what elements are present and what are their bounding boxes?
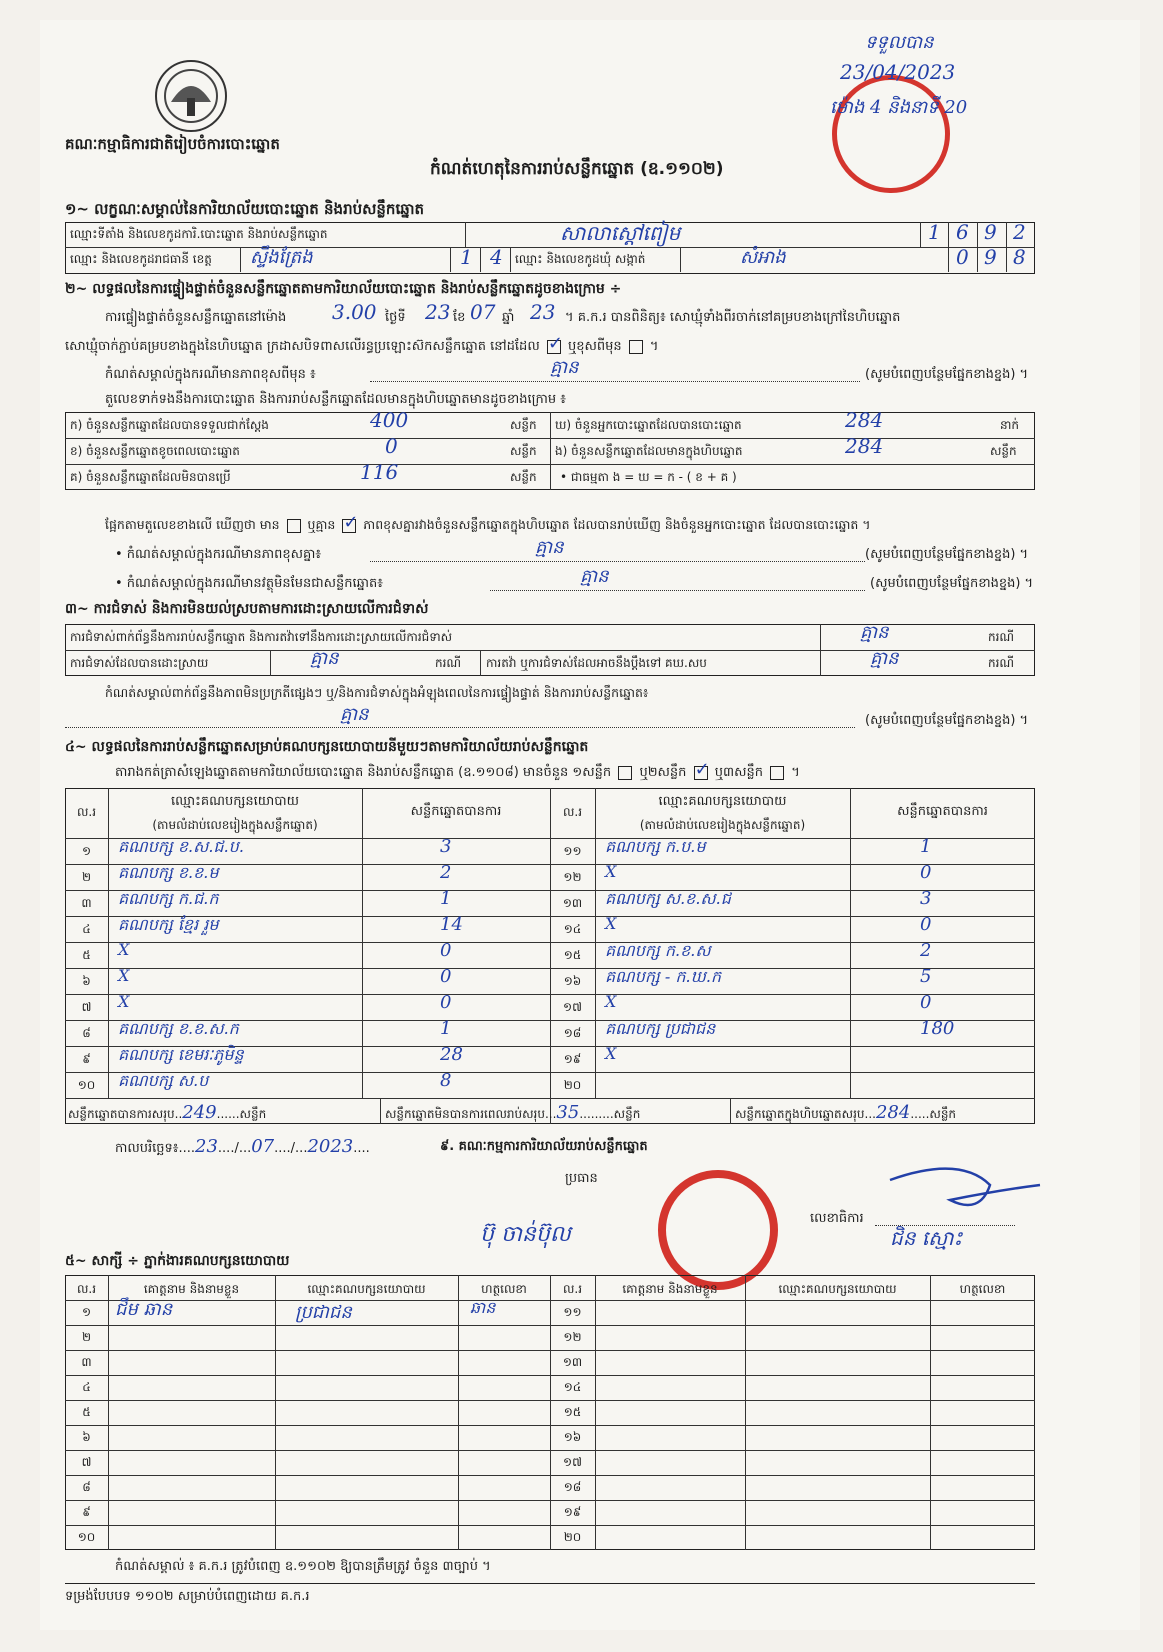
no-diff-checkbox[interactable] [342, 519, 356, 533]
bullet2-label: • កំណត់សម្គាល់ក្នុងករណីមានវត្ថុមិនមែនជាសន្លឹកឆ្នោត៖ [115, 576, 383, 591]
witness-row-no: ១៤ [563, 1380, 582, 1394]
verify-year: 23 [530, 300, 556, 324]
formula: • ជាធម្មតា ង = ឃ = ក - ( ខ + គ ) [560, 470, 737, 484]
objection-row2-value2: គ្មាន [870, 648, 899, 669]
bullet1-value: គ្មាន [535, 537, 564, 558]
verify-text-e: ។ គ.ក.រ បានពិនិត្យ៖ សោឃ្មុំទាំងពីរចាក់នៅគម្របខាងក្រៅនៃហិបឆ្នោត [565, 310, 901, 325]
result-row-party: គណបក្ស ខ.ស.ជ.ប. [118, 837, 244, 856]
result-row-votes: 0 [440, 940, 452, 961]
nec-emblem-icon [155, 60, 227, 132]
commune-label: ឈ្មោះ និងលេខកូដឃុំ សង្កាត់ [515, 252, 646, 266]
total-valid-line: សន្លឹកឆ្នោតបានការសរុប..249......សន្លឹក [68, 1102, 267, 1123]
verify-para2: សោឃ្មុំចាក់ភ្ជាប់គម្របខាងក្នុងនៃហិបឆ្នោត ក្រដាសបិទពាសលើរន្ធប្រឡោះស៊កសន្លឹកឆ្នោត នៅដដែល [65, 339, 540, 354]
result-row-votes: 2 [440, 862, 452, 883]
diff-text-a: ផ្អែកតាមតួលេខខាងលើ ឃើញថា មាន [105, 517, 280, 532]
bullet1-label: • កំណត់សម្គាល់ក្នុងករណីមានភាពខុសគ្នា៖ [115, 547, 322, 562]
commune-code-3: 8 [1013, 245, 1026, 269]
witness-row-no: ១០ [77, 1530, 96, 1544]
fill-more-2: (សូមបំពេញបន្ថែមផ្នែកខាងខ្នង) ។ [865, 547, 1029, 562]
kha-label: ខ) ចំនួនសន្លឹកឆ្នោតខូចពេលបោះឆ្នោត [70, 444, 240, 458]
witness-row-no: ១៨ [563, 1480, 582, 1494]
result-row-no: ១១ [563, 844, 582, 858]
result-row-party: X [118, 966, 130, 985]
section5-heading: ៥~ សាក្សី ÷ ភ្នាក់ងារគណបក្សនយោបាយ [65, 1253, 290, 1269]
total-invalid-unit: សន្លឹក [613, 1107, 641, 1121]
result-row-votes: 0 [440, 966, 452, 987]
received-date: 23/04/2023 [840, 60, 956, 84]
witness-row-no: ៥ [82, 1405, 91, 1419]
or-not-label: ឬខុសពីមុន [567, 339, 622, 354]
result-row-votes: 1 [440, 888, 452, 909]
result-row-no: ១ [81, 844, 92, 858]
witness-row-no: ១៦ [563, 1430, 582, 1444]
result-row-party: X [118, 992, 130, 1011]
committee-seal-icon [658, 1170, 778, 1290]
result-row-votes: 28 [440, 1044, 463, 1065]
location-code-4: 2 [1013, 220, 1026, 244]
result-row-party: គណបក្ស ក.ប.ម [605, 837, 706, 856]
verify-text-2: សោឃ្មុំចាក់ភ្ជាប់គម្របខាងក្នុងនៃហិបឆ្នោត ក្រដាសបិទពាសលើរន្ធប្រឡោះស៊កសន្លឹកឆ្នោត នៅដដែល ✓ ឬខុសពីមុន ។ [65, 338, 658, 356]
total-invalid-value: 35 [556, 1102, 580, 1123]
witness1-name: ជឹម ឆាន [115, 1299, 173, 1320]
witness-row-no: ១ [81, 1305, 92, 1319]
kho-unit: នាក់ [1000, 418, 1020, 432]
result-row-votes: 8 [440, 1070, 452, 1091]
result-row-votes: 0 [920, 992, 932, 1013]
ko-unit: សន្លឹក [510, 470, 537, 484]
col-no-right: ល.រ [562, 805, 583, 819]
result-row-votes: 5 [920, 966, 932, 987]
date-year: 2023 [307, 1136, 354, 1157]
witness-row-no: ១៩ [563, 1505, 582, 1519]
result-row-votes: 0 [920, 862, 932, 883]
section2-heading: ២~ លទ្ធផលនៃការផ្ទៀងផ្ទាត់ចំនួនសន្លឹកឆ្នោតតាមការិយាល័យបោះឆ្នោត និងរាប់សន្លឹកឆ្នោតដូចខាងក្រោម ÷ [65, 281, 622, 297]
fill-more-1: (សូមបំពេញបន្ថែមផ្នែកខាងខ្នង) ។ [865, 367, 1029, 382]
result-row-no: ២០ [563, 1078, 582, 1092]
w-col-no-left: ល.រ [76, 1282, 97, 1296]
total-box-unit: សន្លឹក [929, 1107, 957, 1121]
result-row-party: X [605, 914, 617, 933]
w-col-name-left: គោត្តនាម និងនាមខ្លួន [143, 1282, 240, 1296]
section1-heading: ១~ លក្ខណៈសម្គាល់នៃការិយាល័យបោះឆ្នោត និងរាប់សន្លឹកឆ្នោត [65, 200, 425, 218]
date-day: 23 [195, 1136, 218, 1157]
has-diff-checkbox[interactable] [287, 519, 301, 533]
ka-unit: សន្លឹក [510, 418, 537, 432]
total-valid-label: សន្លឹកឆ្នោតបានការសរុប [68, 1107, 175, 1121]
received-label: ទទួលបាន [865, 32, 934, 53]
col-votes-right: សន្លឹកឆ្នោតបានការ [897, 804, 988, 819]
result-row-party: X [605, 1044, 617, 1063]
bullet2-value: គ្មាន [580, 566, 609, 587]
result-row-party: គណបក្ស ក.ជ.ក [118, 889, 219, 908]
witness-row-no: ១១ [563, 1305, 582, 1319]
witness-row-no: ១៥ [563, 1405, 582, 1419]
total-valid-unit: សន្លឹក [239, 1107, 267, 1121]
change-note-value: គ្មាន [550, 357, 579, 378]
figures-sub-label: តួលេខទាក់ទងនឹងការបោះឆ្នោត និងការរាប់សន្លឹកឆ្នោតដែលមានក្នុងហិបឆ្នោតមានដូចខាងក្រោម ៖ [105, 392, 566, 407]
result-row-party: X [605, 992, 617, 1011]
received-time: ម៉ោង 4 និងនាទី 20 [830, 97, 968, 118]
committee-name: គណៈកម្មាធិការជាតិរៀបចំការបោះឆ្នោត [65, 135, 280, 153]
col-party-left-1: ឈ្មោះគណបក្សនយោបាយ [171, 794, 299, 809]
ng-unit: សន្លឹក [990, 444, 1017, 458]
form-title: កំណត់ហេតុនៃការរាប់សន្លឹកឆ្នោត (ឧ.១១០២) [430, 159, 724, 179]
result-row-no: ៨ [82, 1026, 91, 1040]
result-row-votes: 3 [440, 836, 452, 857]
result-row-no: ៤ [82, 922, 91, 936]
change-note-label: កំណត់សម្គាល់ក្នុងករណីមានភាពខុសពីមុន ៖ [105, 367, 316, 382]
objection-note-label: កំណត់សម្គាល់ពាក់ព័ន្ធនឹងភាពមិនប្រក្រតីផ្សេងៗ ឬ/និងការជំទាស់ក្នុងអំឡុងពេលនៃការផ្ទៀងផ្ទាត់ និងការរាប់សន្លឹកឆ្នោត៖ [105, 685, 649, 700]
received-seal-icon [832, 75, 950, 193]
result-row-party: គណបក្ស ខ្មែរ រួម [118, 915, 219, 934]
total-box-value: 284 [875, 1102, 911, 1123]
fill-more-4: (សូមបំពេញបន្ថែមផ្នែកខាងខ្នង) ។ [865, 713, 1029, 728]
sheets-intro: តារាងកត់ត្រាសំឡេងឆ្នោតតាមការិយាល័យបោះឆ្នោត និងរាប់សន្លឹកឆ្នោត (ឧ.១១០៨) មានចំនួន ១សន្លឹក [115, 765, 612, 780]
result-row-no: ៧ [81, 1000, 92, 1014]
sheets-line: តារាងកត់ត្រាសំឡេងឆ្នោតតាមការិយាល័យបោះឆ្នោត និងរាប់សន្លឹកឆ្នោត (ឧ.១១០៨) មានចំនួន ១សន្លឹក ឬ២សន្លឹក ✓ ឬ៣សន្លឹក ។ [115, 764, 800, 782]
result-row-party: គណបក្ស ខ.ខ.ស.ក [118, 1019, 239, 1038]
chair-label: ប្រធាន [565, 1171, 598, 1186]
objection-row2-case2: ករណី [988, 656, 1015, 670]
date-line: កាលបរិច្ឆេទ៖....23..../...07..../...2023.... [115, 1136, 370, 1157]
witness1-sign: ឆាន [470, 1298, 496, 1317]
total-invalid-line: សន្លឹកឆ្នោតមិនបានការពេលរាប់សរុប...35.........សន្លឹក [385, 1102, 641, 1123]
objection-row1-case: ករណី [988, 630, 1015, 644]
location-value: សាលាស្ដៅពៀម [560, 221, 681, 245]
total-box-label: សន្លឹកឆ្នោតក្នុងហិបឆ្នោតសរុប [735, 1107, 865, 1121]
diff-text-b: ឬគ្មាន [307, 517, 336, 532]
date-label: កាលបរិច្ឆេទ៖ [115, 1141, 179, 1156]
witness1-party: ប្រជាជន [295, 1302, 352, 1323]
witness-row-no: ១២ [563, 1330, 582, 1344]
result-row-party: គណបក្ស ខ.ខ.ម [118, 863, 219, 882]
diff-line [105, 516, 871, 534]
sheets-opt3: ឬ៣សន្លឹក [714, 765, 763, 780]
w-col-name-right: គោត្តនាម និងនាមខ្លួន [622, 1282, 718, 1296]
result-row-party: គណបក្ស ខេមរៈភូមិន្ទ [118, 1045, 244, 1064]
objection-row2-case: ករណី [435, 656, 462, 670]
col-no-left: ល.រ [76, 805, 97, 819]
witness-row-no: ៤ [82, 1380, 91, 1394]
section4-heading: ៤~ លទ្ធផលនៃការរាប់សន្លឹកឆ្នោតសម្រាប់គណបក្សនយោបាយនីមួយៗតាមការិយាល័យរាប់សន្លឹកឆ្នោត [65, 739, 589, 755]
col-party-right-1: ឈ្មោះគណបក្សនយោបាយ [658, 794, 787, 809]
ka-value: 400 [370, 408, 409, 432]
total-box-line: សន្លឹកឆ្នោតក្នុងហិបឆ្នោតសរុប...284.....សន្លឹក [735, 1102, 957, 1123]
province-value: ស្ទឹងត្រែង [250, 247, 313, 268]
witness-row-no: ២០ [563, 1530, 582, 1544]
province-code-1: 1 [460, 245, 473, 269]
location-code-2: 6 [956, 220, 969, 244]
form-page [40, 20, 1140, 1630]
result-row-votes: 1 [920, 836, 932, 857]
secretary-label: លេខាធិការ [810, 1211, 864, 1226]
kho-value: 284 [845, 408, 884, 432]
sheets-opt2: ឬ២សន្លឹក [639, 765, 687, 780]
result-row-party: X [605, 862, 617, 881]
objection-note-value: គ្មាន [340, 704, 369, 725]
location-code-3: 9 [984, 220, 997, 244]
witness-row-no: ៩ [82, 1505, 91, 1519]
objection-row2-value: គ្មាន [310, 648, 339, 669]
col-party-right-2: (តាមលំដាប់លេខរៀងក្នុងសន្លឹកឆ្នោត) [639, 818, 806, 832]
verify-time: 3.00 [332, 300, 377, 324]
result-row-no: ១៧ [563, 1000, 582, 1014]
ko-value: 116 [360, 460, 399, 484]
witness-row-no: ៧ [81, 1455, 92, 1469]
result-row-no: ១៨ [563, 1026, 582, 1040]
ka-label: ក) ចំនួនសន្លឹកឆ្នោតដែលបានទទួលជាក់ស្ដែង [70, 418, 269, 432]
result-row-no: ១២ [563, 870, 582, 884]
verify-text-d: ឆ្នាំ [502, 310, 515, 325]
three-sheets-checkbox[interactable] [770, 766, 784, 780]
result-row-no: ១៤ [563, 922, 582, 936]
diff-text-c: ភាពខុសគ្នារវាងចំនួនសន្លឹកឆ្នោតក្នុងហិបឆ្នោត ដែលបានរាប់ឃើញ និងចំនួនអ្នកបោះឆ្នោត ដែលបានបោះឆ្នោត ។ [363, 517, 871, 532]
result-row-no: ១៥ [563, 948, 582, 962]
result-row-votes: 180 [920, 1018, 955, 1039]
ko-label: គ) ចំនួនសន្លឹកឆ្នោតដែលមិនបានប្រើ [70, 470, 231, 484]
location-code-1: 1 [928, 220, 941, 244]
result-row-party: គណបក្ស - ក.ឃ.ក [605, 967, 722, 986]
witness-row-no: ៦ [82, 1430, 91, 1444]
section3-heading: ៣~ ការជំទាស់ និងការមិនយល់ស្របតាមការដោះស្រាយលើការជំទាស់ [65, 601, 429, 617]
result-row-votes: 3 [920, 888, 932, 909]
result-row-votes: 1 [440, 1018, 452, 1039]
one-sheet-checkbox[interactable] [618, 766, 632, 780]
result-row-no: ១៣ [562, 896, 583, 910]
footer: ទម្រង់បែបបទ ១១០២ សម្រាប់បំពេញដោយ គ.ក.រ [65, 1589, 310, 1604]
result-row-no: ២ [81, 870, 92, 884]
objection-row2-label: ការជំទាស់ដែលបានដោះស្រាយ [70, 656, 209, 670]
witness-row-no: ៣ [81, 1355, 92, 1369]
secretary-name: ជិន ស្មោះ [890, 1226, 963, 1250]
verify-text-c: ខែ [453, 310, 466, 325]
chair-name: ប៊ុ ចាន់ប៊ុល [480, 1222, 571, 1247]
date-month: 07 [251, 1136, 275, 1157]
province-label: ឈ្មោះ និងលេខកូដរាជធានី ខេត្ត [70, 252, 212, 266]
result-row-party: គណបក្ស ប្រជាជន [605, 1019, 716, 1038]
objection-row1-label: ការជំទាស់ពាក់ព័ន្ធនឹងការរាប់សន្លឹកឆ្នោត និងការតវ៉ាទៅនឹងការដោះស្រាយលើការជំទាស់ [70, 630, 453, 644]
ng-value: 284 [845, 434, 884, 458]
two-sheets-checkbox[interactable] [694, 766, 708, 780]
footnote: កំណត់សម្គាល់ ៖ គ.ក.រ ត្រូវបំពេញ ឧ.១១០២ ឱ្យបានត្រឹមត្រូវ ចំនួន ៣ច្បាប់ ។ [115, 1559, 491, 1574]
fill-more-3: (សូមបំពេញបន្ថែមផ្នែកខាងខ្នង) ។ [870, 576, 1034, 591]
witness-row-no: ២ [81, 1330, 92, 1344]
ng-label: ង) ចំនួនសន្លឹកឆ្នោតដែលមានក្នុងហិបឆ្នោត [555, 444, 743, 458]
verify-text-b: ថ្ងៃទី [385, 310, 406, 325]
result-row-no: ១០ [77, 1078, 96, 1092]
kha-value: 0 [385, 434, 398, 458]
result-row-no: ១៩ [563, 1052, 582, 1066]
total-invalid-label: សន្លឹកឆ្នោតមិនបានការពេលរាប់សរុប [385, 1107, 545, 1121]
w-col-party-left: ឈ្មោះគណបក្សនយោបាយ [307, 1282, 426, 1296]
col-votes-left: សន្លឹកឆ្នោតបានការ [410, 804, 502, 819]
result-row-votes: 2 [920, 940, 932, 961]
same-checkbox[interactable] [547, 340, 561, 354]
witness-row-no: ១៣ [562, 1355, 583, 1369]
commune-value: សំអាង [740, 247, 786, 268]
witness-row-no: ៨ [82, 1480, 91, 1494]
commune-code-1: 0 [956, 245, 969, 269]
w-col-sign-left: ហត្ថលេខា [481, 1282, 527, 1296]
verify-text-a: ការផ្ទៀងផ្ទាត់ចំនួនសន្លឹកឆ្នោតនៅម៉ោង [105, 310, 287, 325]
result-row-votes: 0 [440, 992, 452, 1013]
result-row-votes: 14 [440, 914, 463, 935]
witness-row-no: ១៧ [563, 1455, 582, 1469]
result-row-no: ៦ [82, 974, 91, 988]
counting-committee-label: ៩. គណៈកម្មការការិយាល័យរាប់សន្លឹកឆ្នោត [440, 1139, 648, 1154]
objection-row1-value: គ្មាន [860, 622, 889, 643]
result-row-no: ១៦ [563, 974, 582, 988]
result-row-party: គណបក្ស ក.ខ.ស [605, 941, 711, 960]
kha-unit: សន្លឹក [510, 444, 537, 458]
location-label: ឈ្មោះទីតាំង និងលេខកូដការិ.បោះឆ្នោត និងរាប់សន្លឹកឆ្នោត [70, 227, 328, 241]
w-col-no-right: ល.រ [562, 1282, 583, 1296]
objection-row2-label2: ការតវ៉ា ឬការជំទាស់ដែលអាចនឹងប្ដឹងទៅ គឃ.សប [486, 656, 707, 670]
verify-day: 23 [425, 300, 451, 324]
result-row-votes: 0 [920, 914, 932, 935]
result-row-no: ៥ [82, 948, 91, 962]
commune-code-2: 9 [984, 245, 997, 269]
total-valid-value: 249 [182, 1102, 217, 1123]
result-row-no: ៣ [81, 896, 92, 910]
result-row-party: X [118, 940, 130, 959]
result-row-party: គណបក្ស ស.ខ.ស.ជ [605, 889, 731, 908]
w-col-party-right: ឈ្មោះគណបក្សនយោបាយ [778, 1282, 897, 1296]
chair-signature-icon [870, 1160, 1050, 1220]
col-party-left-2: (តាមលំដាប់លេខរៀងក្នុងសន្លឹកឆ្នោត) [152, 818, 318, 832]
province-code-2: 4 [490, 245, 503, 269]
changed-checkbox[interactable] [629, 340, 643, 354]
result-row-no: ៩ [82, 1052, 91, 1066]
verify-month: 07 [470, 300, 496, 324]
kho-label: ឃ) ចំនួនអ្នកបោះឆ្នោតដែលបានបោះឆ្នោត [555, 418, 742, 432]
result-row-party: គណបក្ស ស.ប [118, 1071, 209, 1090]
w-col-sign-right: ហត្ថលេខា [959, 1282, 1006, 1296]
